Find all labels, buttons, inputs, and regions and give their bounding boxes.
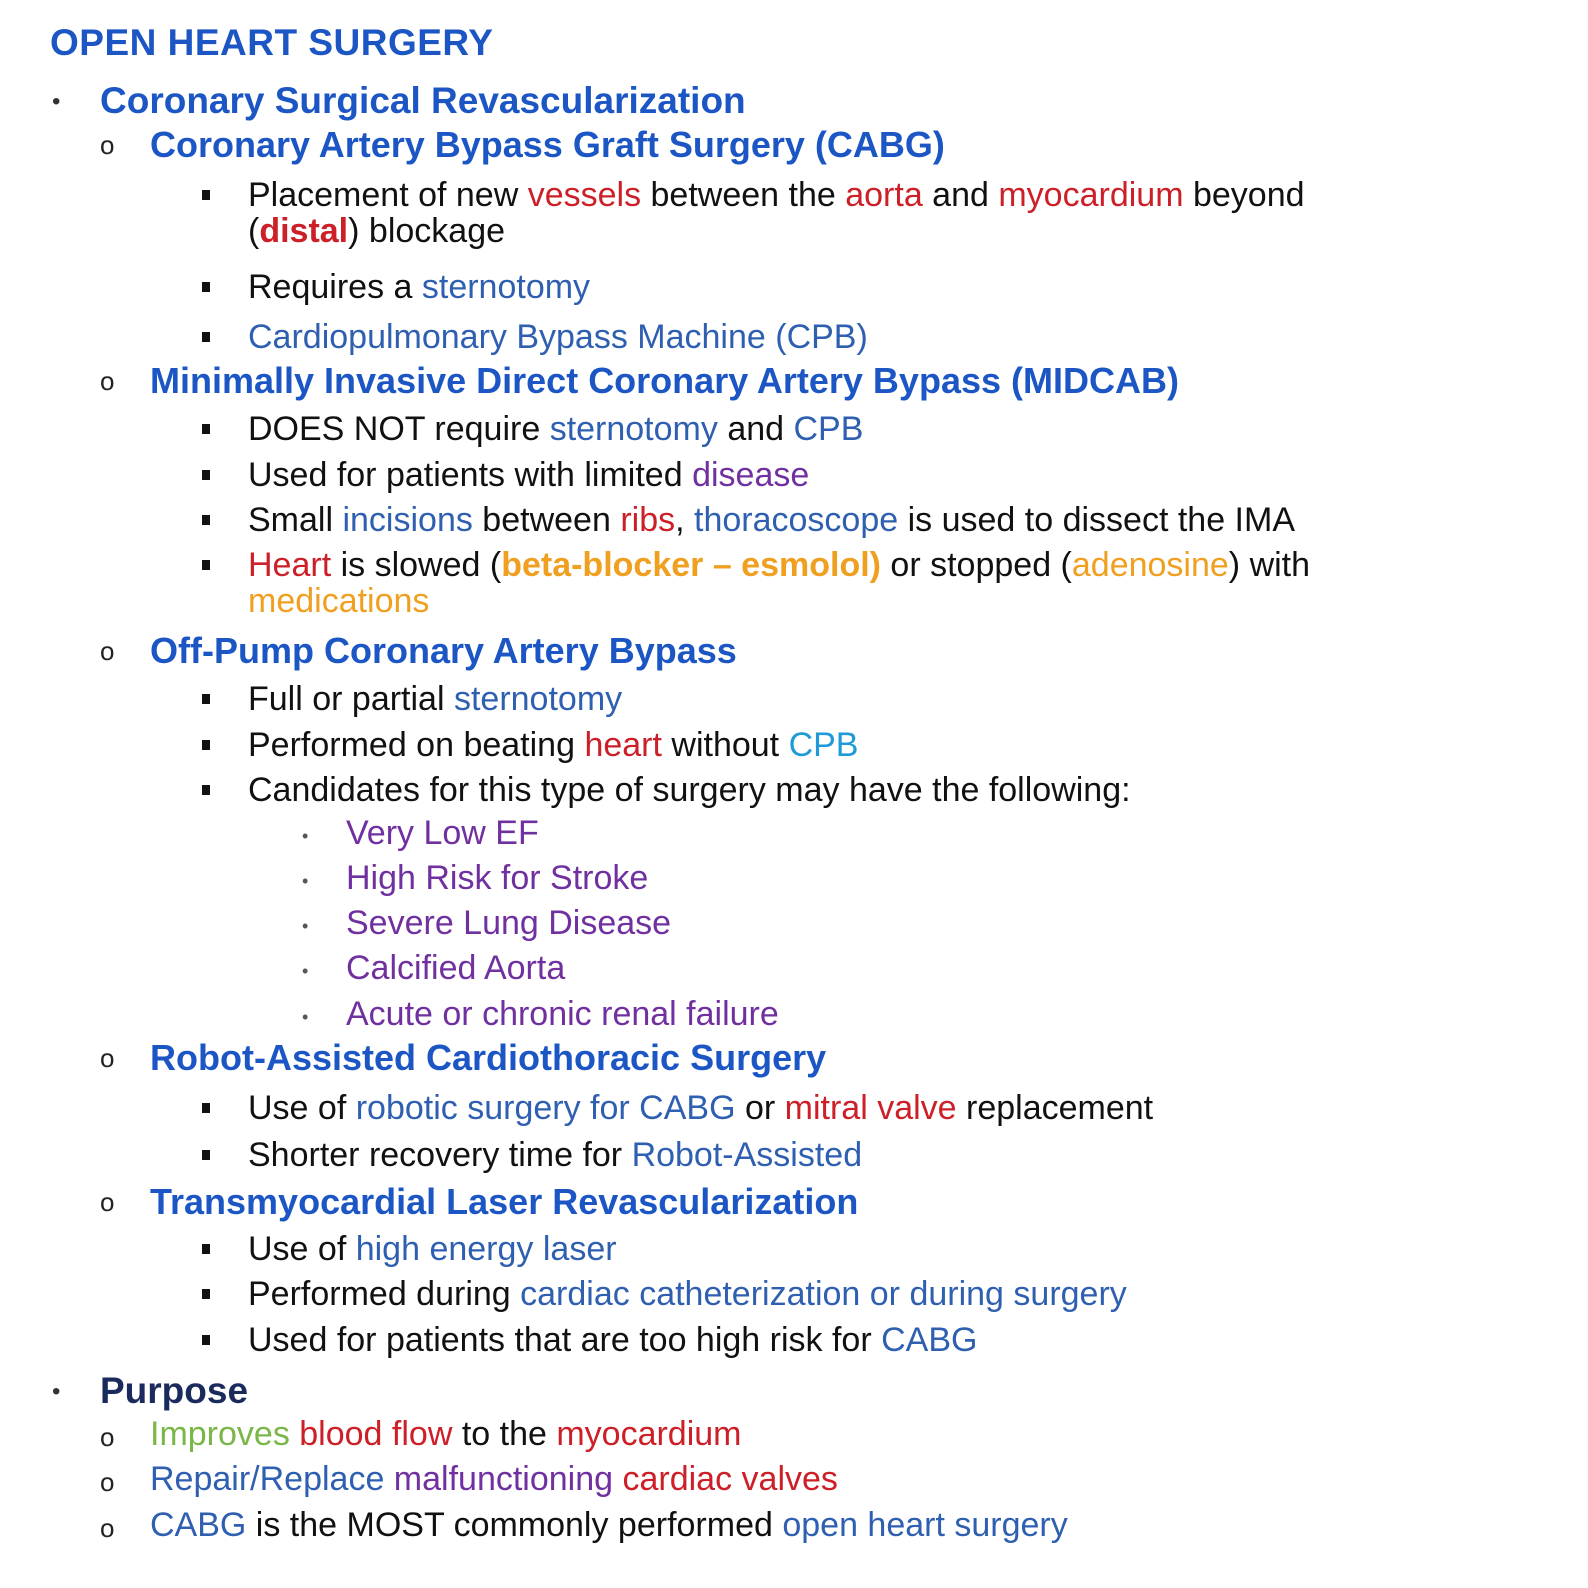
list-item: DOES NOT require sternotomy and CPB xyxy=(248,410,864,448)
candidate-item: High Risk for Stroke xyxy=(346,859,649,897)
bullet-marker xyxy=(202,1244,210,1254)
bullet-marker xyxy=(202,282,210,292)
bullet-marker: • xyxy=(302,826,309,846)
bullet-marker xyxy=(202,190,210,200)
candidate-item: Calcified Aorta xyxy=(346,949,566,987)
section-heading-revascularization: Coronary Surgical Revascularization xyxy=(100,80,746,121)
list-item: Performed during cardiac catheterization or during surgery xyxy=(248,1275,1127,1313)
bullet-marker xyxy=(202,1289,210,1299)
bullet-marker: • xyxy=(52,88,61,115)
bullet-marker: • xyxy=(302,916,309,936)
bullet-marker: o xyxy=(100,1043,115,1073)
bullet-marker: o xyxy=(100,1187,115,1217)
list-item: Used for patients that are too high risk for CABG xyxy=(248,1321,978,1359)
subheading-tmlr: Transmyocardial Laser Revascularization xyxy=(150,1181,859,1222)
bullet-marker xyxy=(202,332,210,342)
candidate-item: Acute or chronic renal failure xyxy=(346,995,779,1033)
list-item: Small incisions between ribs, thoracoscope is used to dissect the IMA xyxy=(248,501,1295,539)
bullet-marker xyxy=(202,515,210,525)
list-item: Requires a sternotomy xyxy=(248,268,591,306)
bullet-marker xyxy=(202,470,210,480)
bullet-marker: o xyxy=(100,1467,115,1497)
bullet-marker xyxy=(202,1103,210,1113)
bullet-marker xyxy=(202,740,210,750)
list-item: Use of high energy laser xyxy=(248,1230,617,1268)
bullet-marker xyxy=(202,424,210,434)
candidate-item: Very Low EF xyxy=(346,814,539,852)
purpose-item: CABG is the MOST commonly performed open heart surgery xyxy=(150,1506,1068,1544)
list-item: Shorter recovery time for Robot-Assisted xyxy=(248,1136,863,1174)
page-title: OPEN HEART SURGERY xyxy=(50,22,494,63)
bullet-marker xyxy=(202,1335,210,1345)
list-item: Performed on beating heart without CPB xyxy=(248,726,859,764)
list-item: Placement of new vessels between the aorta and myocardium beyond xyxy=(248,176,1305,214)
list-item: Candidates for this type of surgery may have the following: xyxy=(248,771,1131,809)
bullet-marker: • xyxy=(302,1007,309,1027)
purpose-item: Improves blood flow to the myocardium xyxy=(150,1415,742,1453)
subheading-robot-assisted: Robot-Assisted Cardiothoracic Surgery xyxy=(150,1037,827,1078)
bullet-marker: • xyxy=(302,871,309,891)
bullet-marker: o xyxy=(100,1422,115,1452)
bullet-marker: o xyxy=(100,1513,115,1543)
list-item: Cardiopulmonary Bypass Machine (CPB) xyxy=(248,318,868,356)
bullet-marker: • xyxy=(302,961,309,981)
list-item: Used for patients with limited disease xyxy=(248,456,810,494)
subheading-cabg: Coronary Artery Bypass Graft Surgery (CABG) xyxy=(150,124,945,165)
bullet-marker: o xyxy=(100,366,115,396)
bullet-marker xyxy=(202,694,210,704)
bullet-marker xyxy=(202,1150,210,1160)
subheading-midcab: Minimally Invasive Direct Coronary Artery Bypass (MIDCAB) xyxy=(150,360,1179,401)
list-item-continuation: (distal) blockage xyxy=(248,212,506,250)
subheading-off-pump: Off-Pump Coronary Artery Bypass xyxy=(150,630,737,671)
list-item: Full or partial sternotomy xyxy=(248,680,623,718)
purpose-item: Repair/Replace malfunctioning cardiac valves xyxy=(150,1460,838,1498)
list-item: Use of robotic surgery for CABG or mitral valve replacement xyxy=(248,1089,1154,1127)
candidate-item: Severe Lung Disease xyxy=(346,904,672,942)
bullet-marker xyxy=(202,785,210,795)
bullet-marker: o xyxy=(100,130,115,160)
bullet-marker xyxy=(202,560,210,570)
bullet-marker: • xyxy=(52,1378,61,1405)
list-item: Heart is slowed (beta-blocker – esmolol) or stopped (adenosine) with xyxy=(248,546,1311,584)
section-heading-purpose: Purpose xyxy=(100,1370,249,1411)
bullet-marker: o xyxy=(100,636,115,666)
list-item-continuation: medications xyxy=(248,582,430,620)
